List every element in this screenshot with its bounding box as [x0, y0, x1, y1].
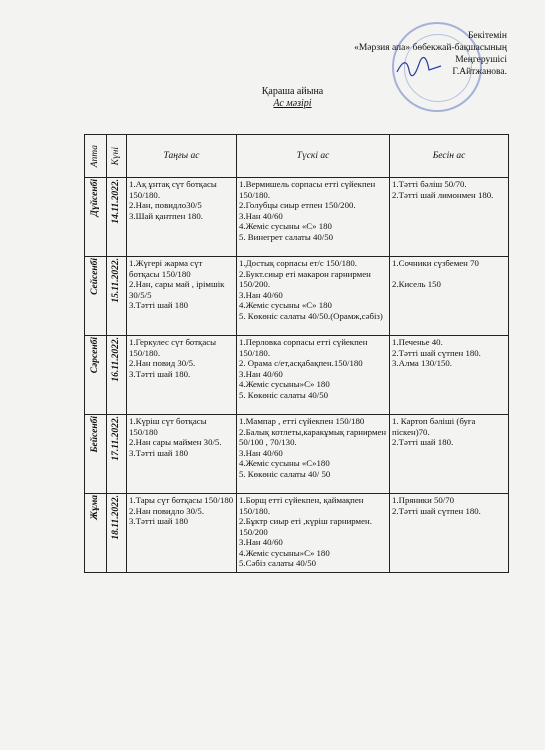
lunch-cell: 1.Вермишель сорпасы етті сүйекпен 150/180. 2.Голубцы сиыр етпен 150/200. 3.Нан 40/60 4.Жеміс сусыны «С» 180 5. Винегрет салаты 40/50 — [239, 179, 376, 242]
header-week: Апта — [85, 135, 107, 178]
menu-subtitle: Ас мәзірі — [273, 98, 312, 109]
table-row — [85, 336, 509, 415]
date-label: 15.11.2022. — [111, 258, 122, 303]
header-snack: Бесін ас — [390, 135, 509, 178]
lunch-cell: 1.Мампар , етті сүйекпен 150/180 2.Балық котлеты,каракұмық гарнирмен 50/100 , 70/130. 3.Нан 40/60 4.Жеміс сусыны «С»180 5. Көкөніс салаты 40/ 50 — [239, 416, 387, 479]
document-title — [0, 86, 545, 110]
snack-cell: 1.Сочники сүзбемен 70 2.Кисель 150 — [392, 258, 479, 289]
table-row — [85, 178, 509, 257]
header-day: Күні — [107, 135, 127, 178]
weekday-label: Жұма — [90, 495, 101, 520]
table-header-row — [85, 135, 509, 178]
date-label: 16.11.2022. — [111, 337, 122, 382]
menu-table — [84, 134, 509, 573]
approval-block — [267, 30, 507, 78]
table-row — [85, 257, 509, 336]
breakfast-cell: 1.Жүгері жарма сүт ботқасы 150/180 2.Нан, сары май , ірімшік 30/5/5 3.Тәтті шай 180 — [129, 258, 225, 310]
lunch-cell: 1.Перловка сорпасы етті сүйекпен 150/180. 2. Орама с/ет,асқабақпен.150/180 3.Нан 40/60 4.Жеміс сусыны»С» 180 5. Көкөніс салаты 40/50 — [239, 337, 368, 400]
approval-line-4: Г.Айтжанова. — [452, 67, 507, 77]
table-row — [85, 415, 509, 494]
date-label: 14.11.2022. — [111, 179, 122, 224]
weekday-label: Дүйсенбі — [90, 179, 101, 217]
weekday-label: Бейсенбі — [90, 416, 101, 453]
weekday-label: Сейсенбі — [90, 258, 101, 295]
month-title: Қараша айына — [261, 86, 324, 97]
breakfast-cell: 1.Тары сүт ботқасы 150/180 2.Нан повидло 30/5. 3.Тәтті шай 180 — [129, 495, 234, 526]
breakfast-cell: 1.Ақ ұнтақ сүт ботқасы 150/180. 2.Нан, повидло30/5 3.Шай қантпен 180. — [129, 179, 217, 221]
snack-cell: 1. Картоп бәліші (буға піскен)70. 2.Тәтті шай 180. — [392, 416, 476, 447]
breakfast-cell: 1.Геркулес сүт ботқасы 150/180. 2.Нан повид 30/5. 3.Тәтті шай 180. — [129, 337, 217, 379]
approval-line-1: Бекітемін — [467, 31, 507, 41]
date-label: 18.11.2022. — [111, 495, 122, 540]
header-breakfast: Таңғы ас — [127, 135, 237, 178]
date-label: 17.11.2022. — [111, 416, 122, 461]
header-lunch: Түскі ас — [237, 135, 390, 178]
weekday-label: Сәрсенбі — [90, 337, 101, 374]
snack-cell: 1.Пряники 50/70 2.Тәтті шай сүтпен 180. — [392, 495, 481, 516]
lunch-cell: 1.Борщ етті сүйекпен, қаймақпен 150/180. 2.Бұктр сиыр еті ,күріш гарнирмен. 150/200 3.Нан 40/60 4.Жеміс сусыны»С» 180 5.Сәбіз салаты 40/50 — [239, 495, 372, 568]
approval-line-3: Меңгерушісі — [455, 55, 507, 65]
breakfast-cell: 1.Күріш сүт ботқасы 150/180 2.Нан сары маймен 30/5. 3.Тәтті шай 180 — [129, 416, 222, 458]
snack-cell: 1.Тәтті бәліш 50/70. 2.Тәтті шай лимонмен 180. — [392, 179, 494, 200]
table-row — [85, 494, 509, 573]
snack-cell: 1.Печенье 40. 2.Тәтті шай сүтпен 180. 3.Алма 130/150. — [392, 337, 481, 368]
lunch-cell: 1.Достық сорпасы ет/с 150/180. 2.Букт.сиыр еті макарон гарнирмен 150/200. 3.Нан 40/60 4.Жеміс сусыны «С» 180 5. Көкөніс салаты 40/50.(Орамж,сәбіз) — [239, 258, 383, 321]
approval-line-2: «Мәрзия апа» бөбекжай-бақшасының — [354, 43, 507, 53]
